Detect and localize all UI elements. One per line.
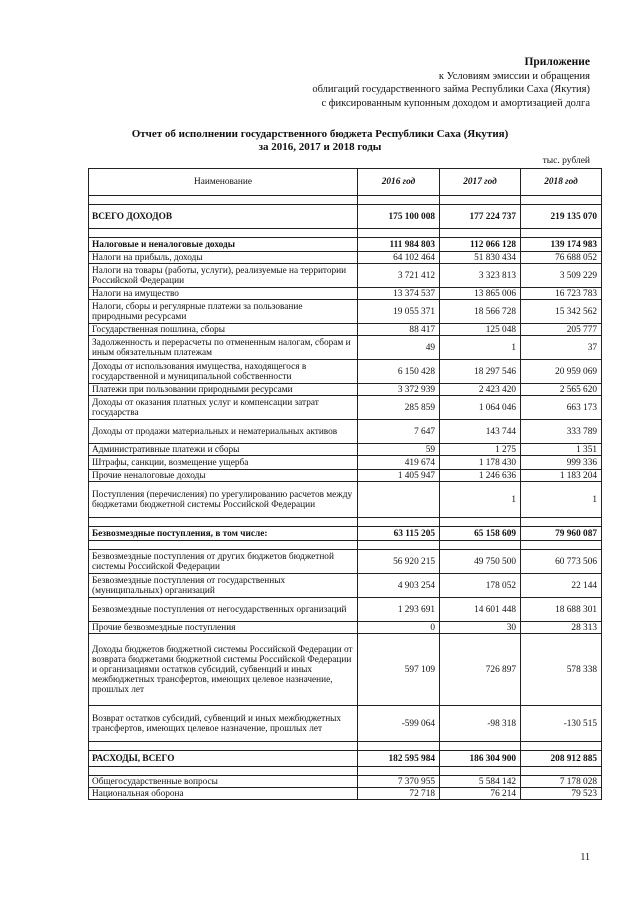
value-2018: 333 789 [521,420,602,444]
value-2016: 111 984 803 [358,238,440,252]
table-row [89,574,602,598]
value-2018: 28 313 [521,622,602,634]
table-row [89,456,602,470]
row-name: Национальная оборона [89,788,358,800]
appendix-heading: Приложение [524,56,590,68]
value-2018: 999 336 [521,456,602,470]
table-spacer [89,229,602,238]
value-2018: 16 723 783 [521,288,602,300]
header-2017: 2017 год [440,169,521,196]
report-title [0,128,640,154]
value-2018: 15 342 562 [521,300,602,324]
row-name: Доходы от продажи материальных и нематериальных активов [89,420,358,444]
value-2016: 19 055 371 [358,300,440,324]
value-2017: 2 423 420 [440,384,521,396]
value-2018: 22 144 [521,574,602,598]
row-name: Поступления (перечисления) по урегулированию расчетов между бюджетами бюджетной системы Российской Федерации [89,482,358,518]
value-2017: 1 275 [440,444,521,456]
value-2017: 51 830 434 [440,252,521,264]
value-2017: 143 744 [440,420,521,444]
value-2018: 37 [521,336,602,360]
row-name: Налоги, сборы и регулярные платежи за пользование природными ресурсами [89,300,358,324]
row-name: Доходы от использования имущества, находящегося в государственной и муниципальной собственности [89,360,358,384]
table-row [89,360,602,384]
value-2017: 1 [440,482,521,518]
value-2016: 13 374 537 [358,288,440,300]
value-2016: 64 102 464 [358,252,440,264]
row-name: Доходы бюджетов бюджетной системы Российской Федерации от возврата бюджетами бюджетной системы Российской Федерации и организациями остатков субсидий, субвенций и иных межбюджетных трансфертов, имеющих целевое назначение, прошлых лет [89,634,358,706]
value-2016: 59 [358,444,440,456]
value-2017: 5 584 142 [440,776,521,788]
value-2017: 13 865 006 [440,288,521,300]
value-2016: 6 150 428 [358,360,440,384]
row-name: Платежи при пользовании природными ресурсами [89,384,358,396]
value-2017: 125 048 [440,324,521,336]
value-2018: 139 174 983 [521,238,602,252]
table-row [89,336,602,360]
value-2018: 1 [521,482,602,518]
value-2017: 49 750 500 [440,550,521,574]
table-spacer [89,742,602,751]
row-name: Возврат остатков субсидий, субвенций и иных межбюджетных трансфертов, имеющих целевое назначение, прошлых лет [89,706,358,742]
table-row [89,420,602,444]
value-2016: 1 405 947 [358,470,440,482]
value-2016: 285 859 [358,396,440,420]
value-2018: 1 351 [521,444,602,456]
value-2018: 3 509 229 [521,264,602,288]
appendix-line: с фиксированным купонным доходом и амортизацией долга [321,97,590,109]
appendix-block [312,56,590,110]
value-2017: 30 [440,622,521,634]
value-2018: 20 959 069 [521,360,602,384]
value-2017: 76 214 [440,788,521,800]
header-2016: 2016 год [358,169,440,196]
value-2017: 3 323 813 [440,264,521,288]
table-row [89,288,602,300]
table-row [89,396,602,420]
header-name: Наименование [89,169,358,196]
value-2018: 208 912 885 [521,751,602,767]
value-2017: 18 566 728 [440,300,521,324]
table-row [89,384,602,396]
value-2016: 63 115 205 [358,527,440,541]
value-2017: 178 052 [440,574,521,598]
value-2018: 1 183 204 [521,470,602,482]
table-spacer [89,541,602,550]
value-2016 [358,482,440,518]
value-2016: 0 [358,622,440,634]
value-2017: 14 601 448 [440,598,521,622]
row-name: Налоги на имущество [89,288,358,300]
value-2018: 18 688 301 [521,598,602,622]
value-2017: 186 304 900 [440,751,521,767]
row-name: Налоги на прибыль, доходы [89,252,358,264]
table-header-row [89,169,602,196]
value-2016: -599 064 [358,706,440,742]
value-2017: 65 158 609 [440,527,521,541]
table-row [89,252,602,264]
row-name: Налоговые и неналоговые доходы [89,238,358,252]
table-row [89,482,602,518]
budget-table [88,168,602,800]
table-row [89,622,602,634]
header-2018: 2018 год [521,169,602,196]
table-spacer [89,518,602,527]
value-2017: 726 897 [440,634,521,706]
table-row [89,324,602,336]
table-row [89,470,602,482]
value-2018: 205 777 [521,324,602,336]
table-row [89,706,602,742]
value-2018: 60 773 506 [521,550,602,574]
value-2018: 219 135 070 [521,205,602,229]
table-row [89,300,602,324]
row-name: Прочие безвозмездные поступления [89,622,358,634]
table-row [89,776,602,788]
appendix-line: к Условиям эмиссии и обращения [438,70,590,82]
value-2018: 79 523 [521,788,602,800]
value-2017: 177 224 737 [440,205,521,229]
value-2017: 112 066 128 [440,238,521,252]
value-2017: -98 318 [440,706,521,742]
table-row [89,205,602,229]
page-number: 11 [580,852,590,863]
table-row [89,634,602,706]
value-2016: 72 718 [358,788,440,800]
value-2016: 175 100 008 [358,205,440,229]
value-2016: 597 109 [358,634,440,706]
row-name: Безвозмездные поступления от других бюджетов бюджетной системы Российской Федерации [89,550,358,574]
value-2017: 1 246 636 [440,470,521,482]
value-2017: 1 064 046 [440,396,521,420]
value-2018: 7 178 028 [521,776,602,788]
row-name: Государственная пошлина, сборы [89,324,358,336]
row-name: ВСЕГО ДОХОДОВ [89,205,358,229]
table-row [89,264,602,288]
value-2016: 4 903 254 [358,574,440,598]
table-row [89,788,602,800]
value-2018: -130 515 [521,706,602,742]
row-name: Безвозмездные поступления от государственных (муниципальных) организаций [89,574,358,598]
table-row [89,550,602,574]
value-2016: 7 370 955 [358,776,440,788]
value-2018: 663 173 [521,396,602,420]
table-row [89,751,602,767]
value-2017: 1 178 430 [440,456,521,470]
value-2016: 419 674 [358,456,440,470]
value-2016: 56 920 215 [358,550,440,574]
table-row [89,444,602,456]
table-row [89,598,602,622]
table-spacer [89,196,602,205]
value-2016: 1 293 691 [358,598,440,622]
value-2016: 3 721 412 [358,264,440,288]
report-title-line-1: Отчет об исполнении государственного бюджета Республики Саха (Якутия) [131,128,509,140]
value-2017: 1 [440,336,521,360]
value-2016: 7 647 [358,420,440,444]
value-2016: 49 [358,336,440,360]
value-2018: 2 565 620 [521,384,602,396]
value-2018: 76 688 052 [521,252,602,264]
row-name: Безвозмездные поступления от негосударственных организаций [89,598,358,622]
report-title-line-2: за 2016, 2017 и 2018 годы [258,141,382,153]
value-2016: 3 372 939 [358,384,440,396]
row-name: Безвозмездные поступления, в том числе: [89,527,358,541]
row-name: РАСХОДЫ, ВСЕГО [89,751,358,767]
value-2017: 18 297 546 [440,360,521,384]
row-name: Задолженность и перерасчеты по отмененным налогам, сборам и иным обязательным платежам [89,336,358,360]
table-row [89,238,602,252]
row-name: Налоги на товары (работы, услуги), реализуемые на территории Российской Федерации [89,264,358,288]
row-name: Доходы от оказания платных услуг и компенсации затрат государства [89,396,358,420]
row-name: Общегосударственные вопросы [89,776,358,788]
value-2018: 79 960 087 [521,527,602,541]
row-name: Административные платежи и сборы [89,444,358,456]
unit-label: тыс. рублей [542,156,590,166]
value-2018: 578 338 [521,634,602,706]
value-2016: 182 595 984 [358,751,440,767]
row-name: Штрафы, санкции, возмещение ущерба [89,456,358,470]
table-row [89,527,602,541]
row-name: Прочие неналоговые доходы [89,470,358,482]
appendix-line: облигаций государственного займа Республики Саха (Якутия) [312,84,590,95]
value-2016: 88 417 [358,324,440,336]
table-spacer [89,767,602,776]
